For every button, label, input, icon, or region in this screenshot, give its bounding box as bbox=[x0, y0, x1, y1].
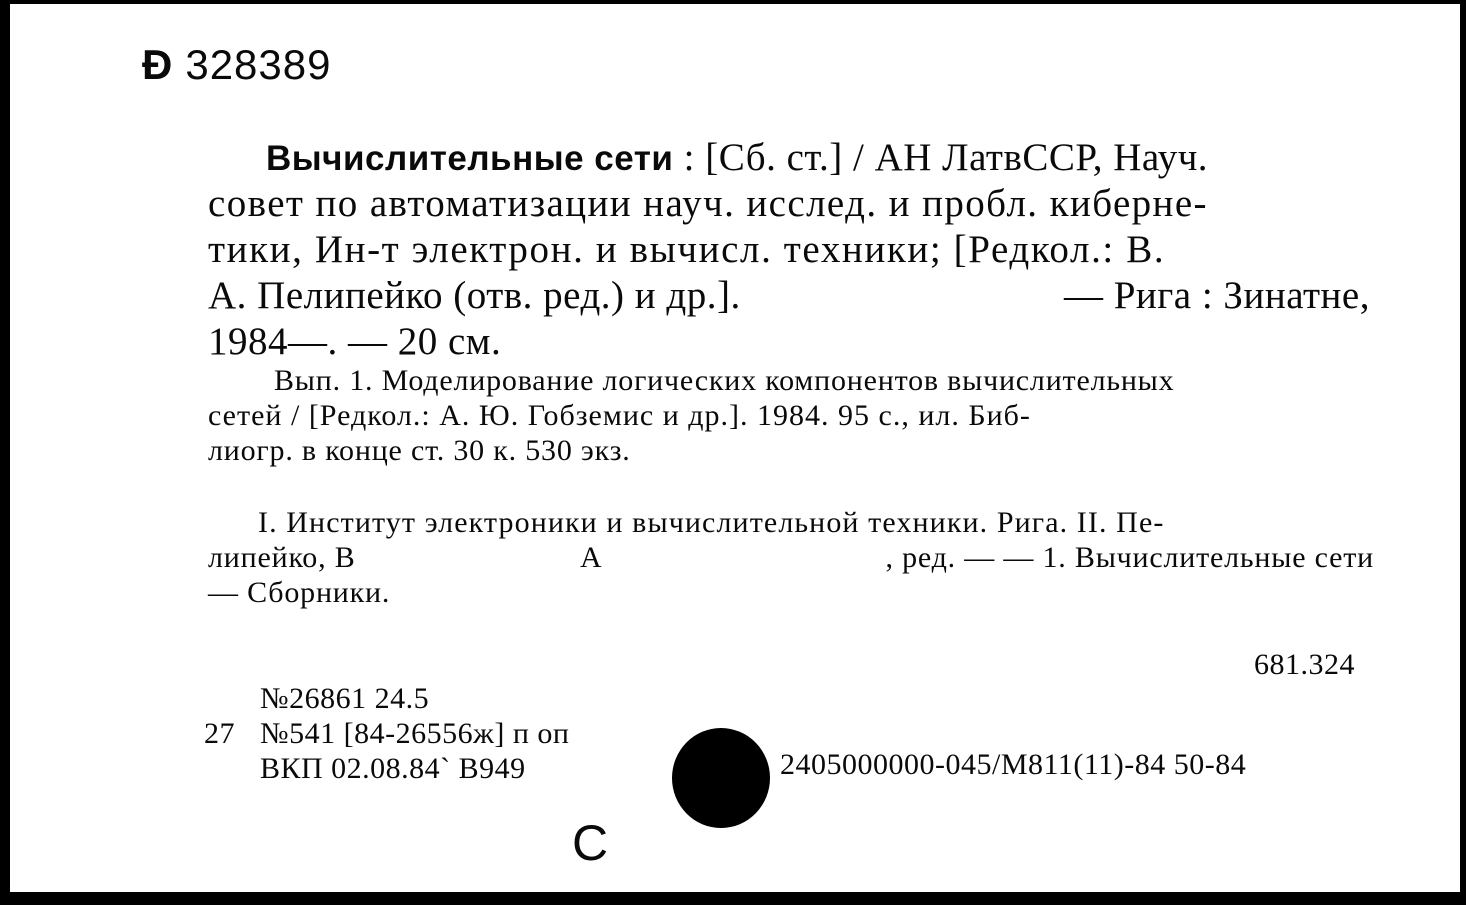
udc-number: 681.324 bbox=[1254, 648, 1355, 681]
tracing-line-3: — Сборники. bbox=[208, 576, 391, 609]
main-entry-line-1 bbox=[266, 138, 1208, 177]
punch-hole bbox=[672, 728, 770, 828]
issue-line-3: лиогр. в конце ст. 30 к. 530 экз. bbox=[208, 434, 631, 467]
scan-border bbox=[0, 892, 1466, 905]
main-entry-line-5: 1984—. — 20 см. bbox=[208, 320, 502, 363]
footer-line-3: ВКП 02.08.84` В949 bbox=[260, 752, 526, 785]
main-entry-statement: : [Сб. ст.] / АН ЛатвССР, Науч. bbox=[673, 136, 1209, 179]
tracing-line-2 bbox=[208, 543, 1374, 573]
issue-line-2: сетей / [Редкол.: А. Ю. Гобземис и др.]. 1984. 95 с., ил. Биб- bbox=[208, 399, 1031, 432]
card-letter: С bbox=[572, 815, 609, 871]
issue-line-1: Вып. 1. Моделирование логических компонентов вычислительных bbox=[274, 364, 1175, 397]
shelfmark-prefix: Ɖ bbox=[142, 41, 174, 88]
title: Вычислительные сети bbox=[266, 139, 674, 178]
footer-line-1: №26861 24.5 bbox=[260, 682, 430, 715]
shelfmark-number: 328389 bbox=[185, 41, 332, 88]
main-entry-editor: А. Пелипейко (отв. ред.) и др.]. bbox=[208, 274, 741, 317]
main-entry-imprint: — Рига : Зинатне, bbox=[1063, 274, 1370, 317]
tracing-subject: , ред. — — 1. Вычислительные сети bbox=[885, 541, 1374, 574]
main-entry-line-4 bbox=[208, 276, 1370, 315]
footer-line-2: №541 [84-26556ж] п оп bbox=[260, 717, 570, 750]
main-entry-line-2: совет по автоматизации науч. исслед. и пробл. киберне- bbox=[208, 182, 1208, 225]
footer-line-2-number: 27 bbox=[204, 717, 235, 750]
shelfmark bbox=[142, 41, 332, 88]
tracing-name-initial-2: А bbox=[580, 541, 603, 574]
tracing-name-initial-1: липейко, В bbox=[208, 541, 356, 574]
tracing-line-1: I. Институт электроники и вычислительной техники. Рига. II. Пе- bbox=[258, 506, 1165, 539]
main-entry-line-3: тики, Ин-т электрон. и вычисл. техники; [Редкол.: В. bbox=[208, 228, 1166, 271]
footer-code: 2405000000-045/М811(11)-84 50-84 bbox=[780, 748, 1247, 781]
